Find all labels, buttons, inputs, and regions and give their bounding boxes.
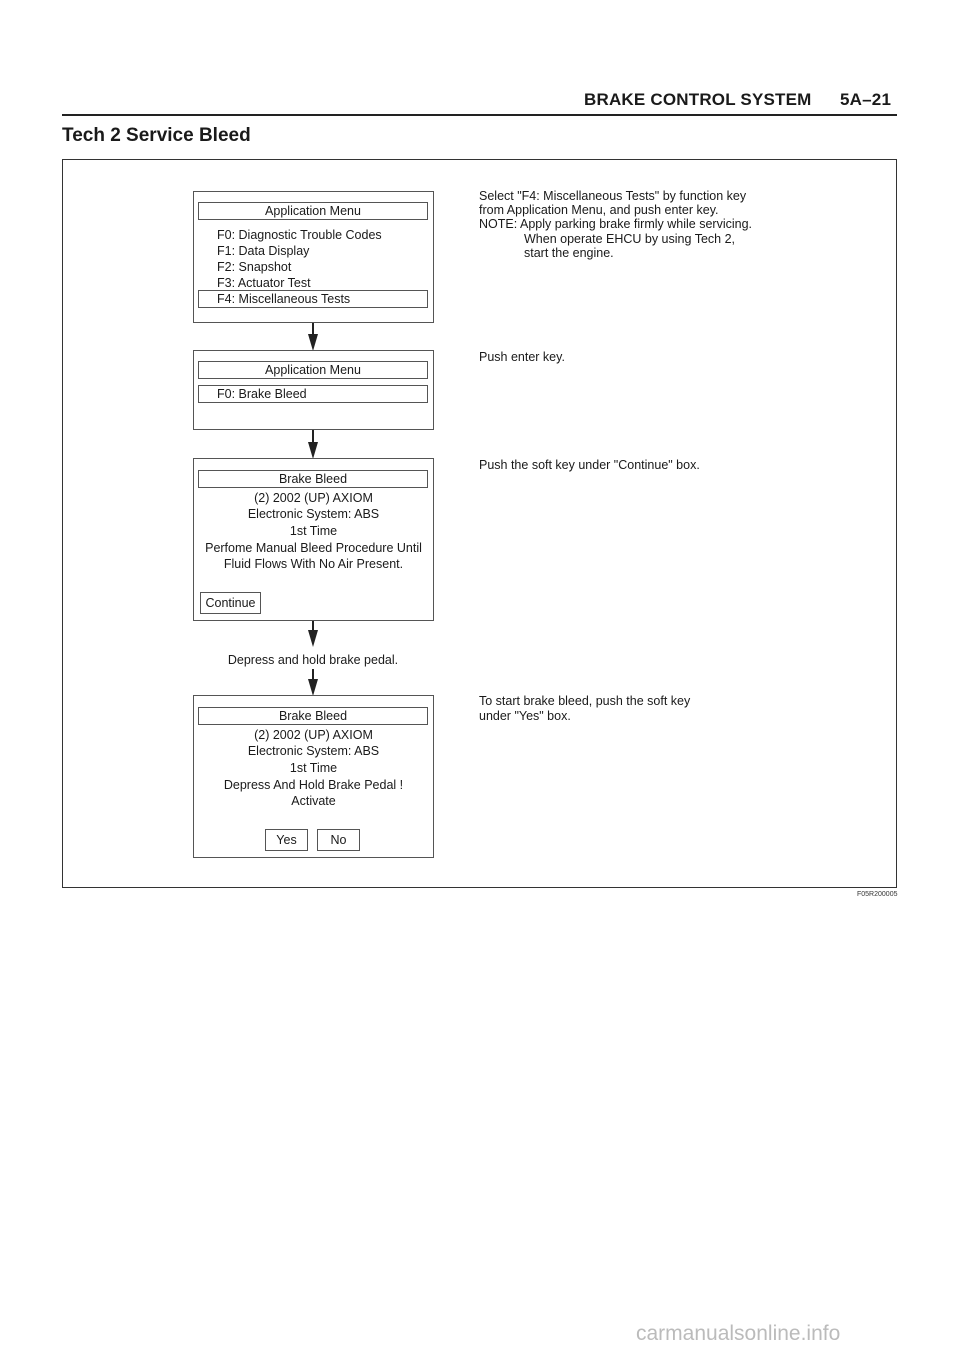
step1-note-line: Select "F4: Miscellaneous Tests" by function key [479, 189, 747, 203]
flow-arrow-icon [308, 630, 318, 647]
step1-item-f3: F3: Actuator Test [217, 276, 311, 290]
watermark: carmanualsonline.info [636, 1322, 841, 1345]
step1-item-f2: F2: Snapshot [217, 260, 292, 274]
step2-item-f0-selected: F0: Brake Bleed [198, 385, 428, 403]
header-rule [62, 114, 897, 116]
step1-item-f4-selected: F4: Miscellaneous Tests [198, 290, 428, 308]
step2-menu-title: Application Menu [198, 361, 428, 379]
page-number: 5A–21 [840, 90, 892, 109]
step1-note-line: NOTE: Apply parking brake firmly while servicing. [479, 217, 753, 231]
step4-screen-title: Brake Bleed [198, 707, 428, 725]
step1-menu-title: Application Menu [198, 202, 428, 220]
continue-button[interactable]: Continue [200, 592, 261, 614]
step4-line: 1st Time [289, 761, 338, 775]
yes-button[interactable]: Yes [265, 829, 308, 851]
step3-line: (2) 2002 (UP) AXIOM [254, 491, 373, 505]
step3-line: 1st Time [289, 524, 338, 538]
step1-item-f1: F1: Data Display [217, 244, 310, 258]
flow-arrow-icon [308, 334, 318, 351]
step4-note-line: To start brake bleed, push the soft key [479, 694, 691, 708]
step3-line: Perfome Manual Bleed Procedure Until [205, 541, 422, 555]
figure-frame [62, 159, 897, 888]
page-title: Tech 2 Service Bleed [62, 125, 251, 146]
step3-note: Push the soft key under "Continue" box. [479, 458, 700, 472]
step1-note-line: When operate EHCU by using Tech 2, [524, 232, 735, 246]
step3-line: Electronic System: ABS [247, 507, 380, 521]
step4-note-line: under "Yes" box. [479, 709, 571, 723]
flow-arrow-icon [308, 679, 318, 696]
between-note: Depress and hold brake pedal. [227, 653, 399, 667]
step4-line: Depress And Hold Brake Pedal ! [223, 778, 404, 792]
step2-note: Push enter key. [479, 350, 565, 364]
no-button[interactable]: No [317, 829, 360, 851]
step3-screen-title: Brake Bleed [198, 470, 428, 488]
step3-line: Fluid Flows With No Air Present. [223, 557, 404, 571]
step1-note-line: start the engine. [524, 246, 614, 260]
step4-line: (2) 2002 (UP) AXIOM [254, 728, 373, 742]
step4-line: Electronic System: ABS [247, 744, 380, 758]
figure-code: F05R200005 [857, 891, 898, 898]
step1-note-line: from Application Menu, and push enter key. [479, 203, 719, 217]
flow-arrow-icon [308, 442, 318, 459]
step1-item-f0: F0: Diagnostic Trouble Codes [217, 228, 382, 242]
section-title: BRAKE CONTROL SYSTEM [584, 90, 812, 109]
step4-line: Activate [291, 794, 336, 808]
